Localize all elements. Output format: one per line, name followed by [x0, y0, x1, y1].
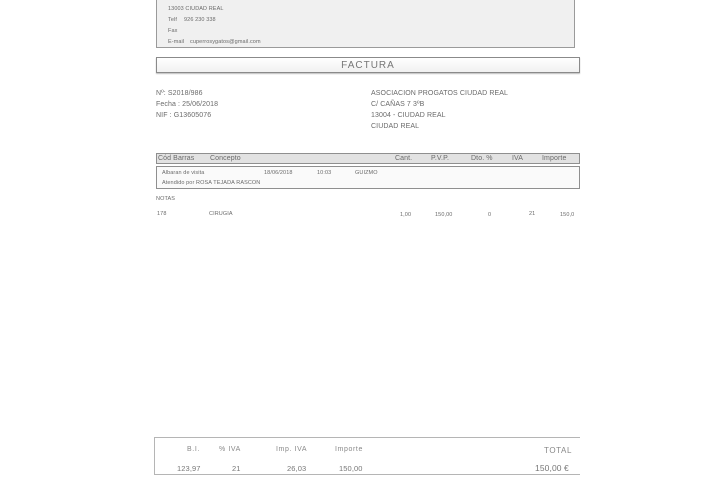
- document-title-bar: [156, 57, 580, 73]
- grand-total-value: 150,00 €: [535, 463, 569, 473]
- col-barcode: Cód Barras: [158, 155, 195, 162]
- col-pvp: P.V.P.: [431, 155, 449, 162]
- total-amount-value: 150,00: [339, 464, 363, 473]
- total-base-label: B.I.: [187, 446, 200, 453]
- albaran-time: 10:03: [317, 170, 332, 176]
- invoice-nif: NIF : G13605076: [156, 112, 212, 119]
- customer-province: CIUDAD REAL: [371, 123, 420, 130]
- line-amount: 150,0: [560, 212, 575, 218]
- col-amount: Importe: [542, 155, 567, 162]
- customer-street: C/ CAÑAS 7 3ºB: [371, 101, 425, 108]
- invoice-date: Fecha : 25/06/2018: [156, 101, 219, 108]
- line-code: 178: [157, 211, 167, 217]
- line-concept: CIRUGIA: [209, 211, 233, 217]
- albaran-label: Albaran de visita: [162, 170, 205, 176]
- albaran-attended-by: Atendido por ROSA TEJADA RASCON: [162, 180, 261, 186]
- document-title: FACTURA: [341, 60, 395, 71]
- total-vat-amount-label: Imp. IVA: [276, 446, 308, 453]
- totals-box: [154, 437, 580, 475]
- line-pvp: 150,00: [435, 212, 453, 218]
- lines-column-header: [156, 153, 580, 164]
- visit-delivery-box: [156, 166, 580, 189]
- clinic-info-box: [156, 0, 575, 48]
- total-base-value: 123,97: [177, 464, 201, 473]
- notes-label: NOTAS: [156, 196, 176, 202]
- line-qty: 1,00: [400, 212, 412, 218]
- col-qty: Cant.: [395, 155, 413, 162]
- line-discount: 0: [488, 212, 492, 218]
- total-vat-pct-value: 21: [232, 464, 241, 473]
- clinic-email-label: E-mail: [168, 39, 185, 45]
- col-vat: IVA: [512, 155, 524, 162]
- line-vat: 21: [529, 211, 536, 217]
- albaran-animal: GUIZMO: [355, 170, 378, 176]
- total-amount-label: Importe: [335, 446, 363, 453]
- total-vat-amount-value: 26,03: [287, 464, 307, 473]
- col-concept: Concepto: [210, 155, 241, 162]
- customer-postal-city: 13004 - CIUDAD REAL: [371, 112, 446, 119]
- invoice-number: Nº: S2018/986: [156, 90, 203, 97]
- total-vat-pct-label: % IVA: [219, 446, 241, 453]
- clinic-fax-label: Fax: [168, 28, 178, 34]
- grand-total-label: TOTAL: [544, 446, 573, 455]
- albaran-date: 18/06/2018: [264, 170, 293, 176]
- customer-name: ASOCIACION PROGATOS CIUDAD REAL: [371, 90, 509, 97]
- clinic-address: 13003 CIUDAD REAL: [168, 6, 224, 12]
- clinic-phone-label: Telf: [168, 17, 177, 23]
- clinic-email: cuperrosygatos@gmail.com: [190, 39, 261, 45]
- col-discount: Dto. %: [471, 155, 493, 162]
- clinic-phone: 926 230 338: [184, 17, 216, 23]
